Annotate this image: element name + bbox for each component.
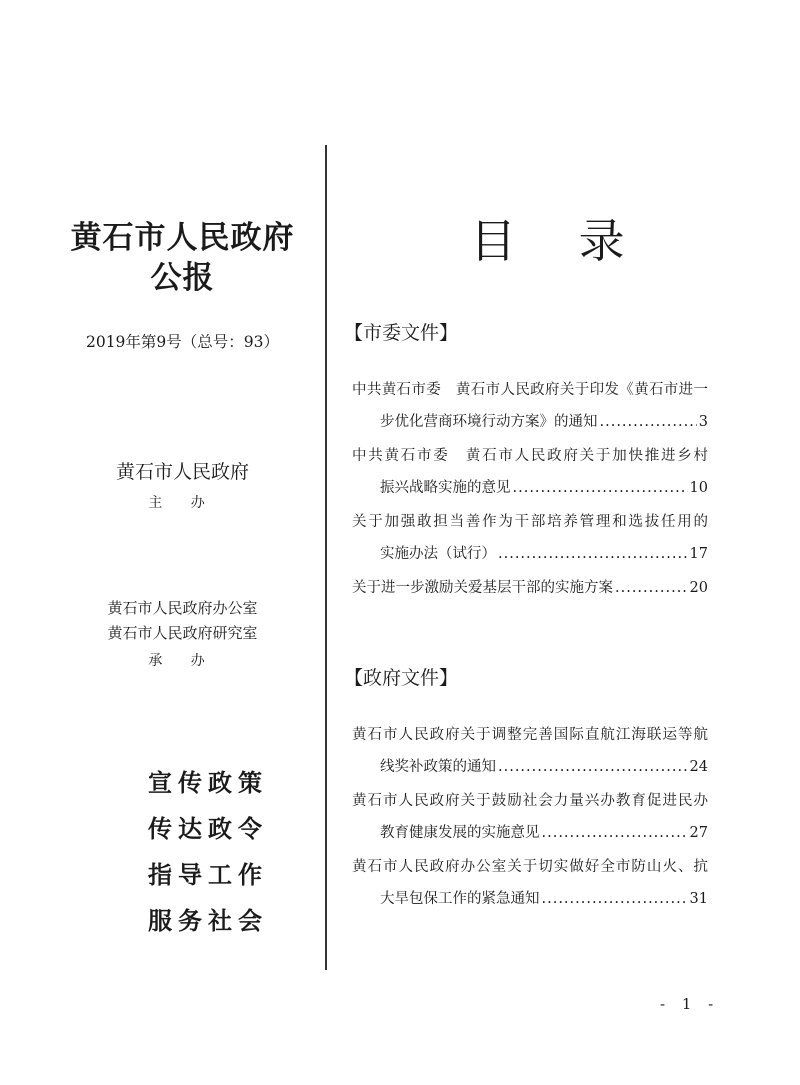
toc-entry-line2	[352, 406, 708, 438]
dot-leader	[542, 817, 688, 849]
publication-title-line1: 黄石市人民政府	[70, 220, 295, 256]
toc-entry-line1: 关于加强敢担当善作为干部培养管理和选拔任用的	[352, 514, 708, 530]
toc-entry-text: 教育健康发展的实施意见	[380, 825, 540, 841]
column-divider	[325, 145, 327, 970]
toc-entry-text: 线奖补政策的通知	[380, 759, 496, 775]
toc-section-government	[352, 719, 708, 917]
publication-title	[60, 218, 305, 298]
toc-entry-text: 关于进一步激励关爱基层干部的实施方案	[352, 580, 613, 596]
toc-entry-text: 步优化营商环境行动方案》的通知	[380, 414, 598, 430]
toc-entry[interactable]	[352, 572, 708, 604]
toc-page-number: 3	[698, 414, 708, 430]
dot-leader	[600, 406, 697, 438]
slogan: 指导工作	[148, 861, 268, 889]
toc-page-number: 31	[689, 891, 708, 907]
slogan: 宣传政策	[148, 769, 268, 797]
toc-entry-text: 振兴战略实施的意见	[380, 480, 511, 496]
undertaker-org-2: 黄石市人民政府研究室	[107, 624, 258, 642]
slogan-list	[128, 760, 288, 944]
section-label-municipal-committee: 【市委文件】	[344, 322, 459, 344]
section-label-government: 【政府文件】	[344, 667, 459, 689]
toc-entry[interactable]	[352, 719, 708, 783]
publication-title-line2: 公报	[150, 260, 215, 296]
toc-section-municipal-committee	[352, 374, 708, 606]
toc-entry-single	[352, 572, 708, 604]
sponsor-name: 黄石市人民政府	[115, 461, 249, 483]
undertaker-role: 承 办	[148, 653, 217, 669]
toc-entry-text: 实施办法（试行）	[380, 546, 496, 562]
page-number-footer: - 1 -	[660, 995, 720, 1013]
issue-number: 2019年第9号（总号：93）	[85, 333, 280, 351]
toc-entry[interactable]	[352, 506, 708, 570]
sponsor-role: 主 办	[148, 495, 217, 511]
dot-leader	[498, 538, 688, 570]
toc-heading: 目 录	[470, 214, 649, 268]
toc-entry-line2	[352, 751, 708, 783]
toc-entry-line1: 黄石市人民政府关于鼓励社会力量兴办教育促进民办	[352, 793, 708, 809]
toc-entry-line2	[352, 817, 708, 849]
toc-entry-line1: 中共黄石市委 黄石市人民政府关于加快推进乡村	[352, 448, 708, 464]
toc-entry-line1: 黄石市人民政府办公室关于切实做好全市防山火、抗	[352, 859, 708, 875]
toc-page-number: 24	[689, 759, 708, 775]
toc-entry-line1: 黄石市人民政府关于调整完善国际直航江海联运等航	[352, 727, 708, 743]
dot-leader	[615, 572, 688, 604]
toc-page-number: 10	[689, 480, 708, 496]
toc-entry[interactable]	[352, 440, 708, 504]
toc-page-number: 17	[689, 546, 708, 562]
slogan: 传达政令	[148, 815, 268, 843]
dot-leader	[513, 472, 688, 504]
toc-entry-line1: 中共黄石市委 黄石市人民政府关于印发《黄石市进一	[352, 382, 708, 398]
undertaker-org-1: 黄石市人民政府办公室	[107, 599, 258, 617]
toc-entry-line2	[352, 472, 708, 504]
toc-entry[interactable]	[352, 851, 708, 915]
toc-page-number: 27	[689, 825, 708, 841]
dot-leader	[498, 751, 688, 783]
dot-leader	[542, 883, 688, 915]
toc-entry[interactable]	[352, 785, 708, 849]
toc-page-number: 20	[689, 580, 708, 596]
toc-entry[interactable]	[352, 374, 708, 438]
toc-entry-line2	[352, 883, 708, 915]
slogan: 服务社会	[148, 907, 268, 935]
toc-entry-text: 大旱包保工作的紧急通知	[380, 891, 540, 907]
toc-entry-line2	[352, 538, 708, 570]
